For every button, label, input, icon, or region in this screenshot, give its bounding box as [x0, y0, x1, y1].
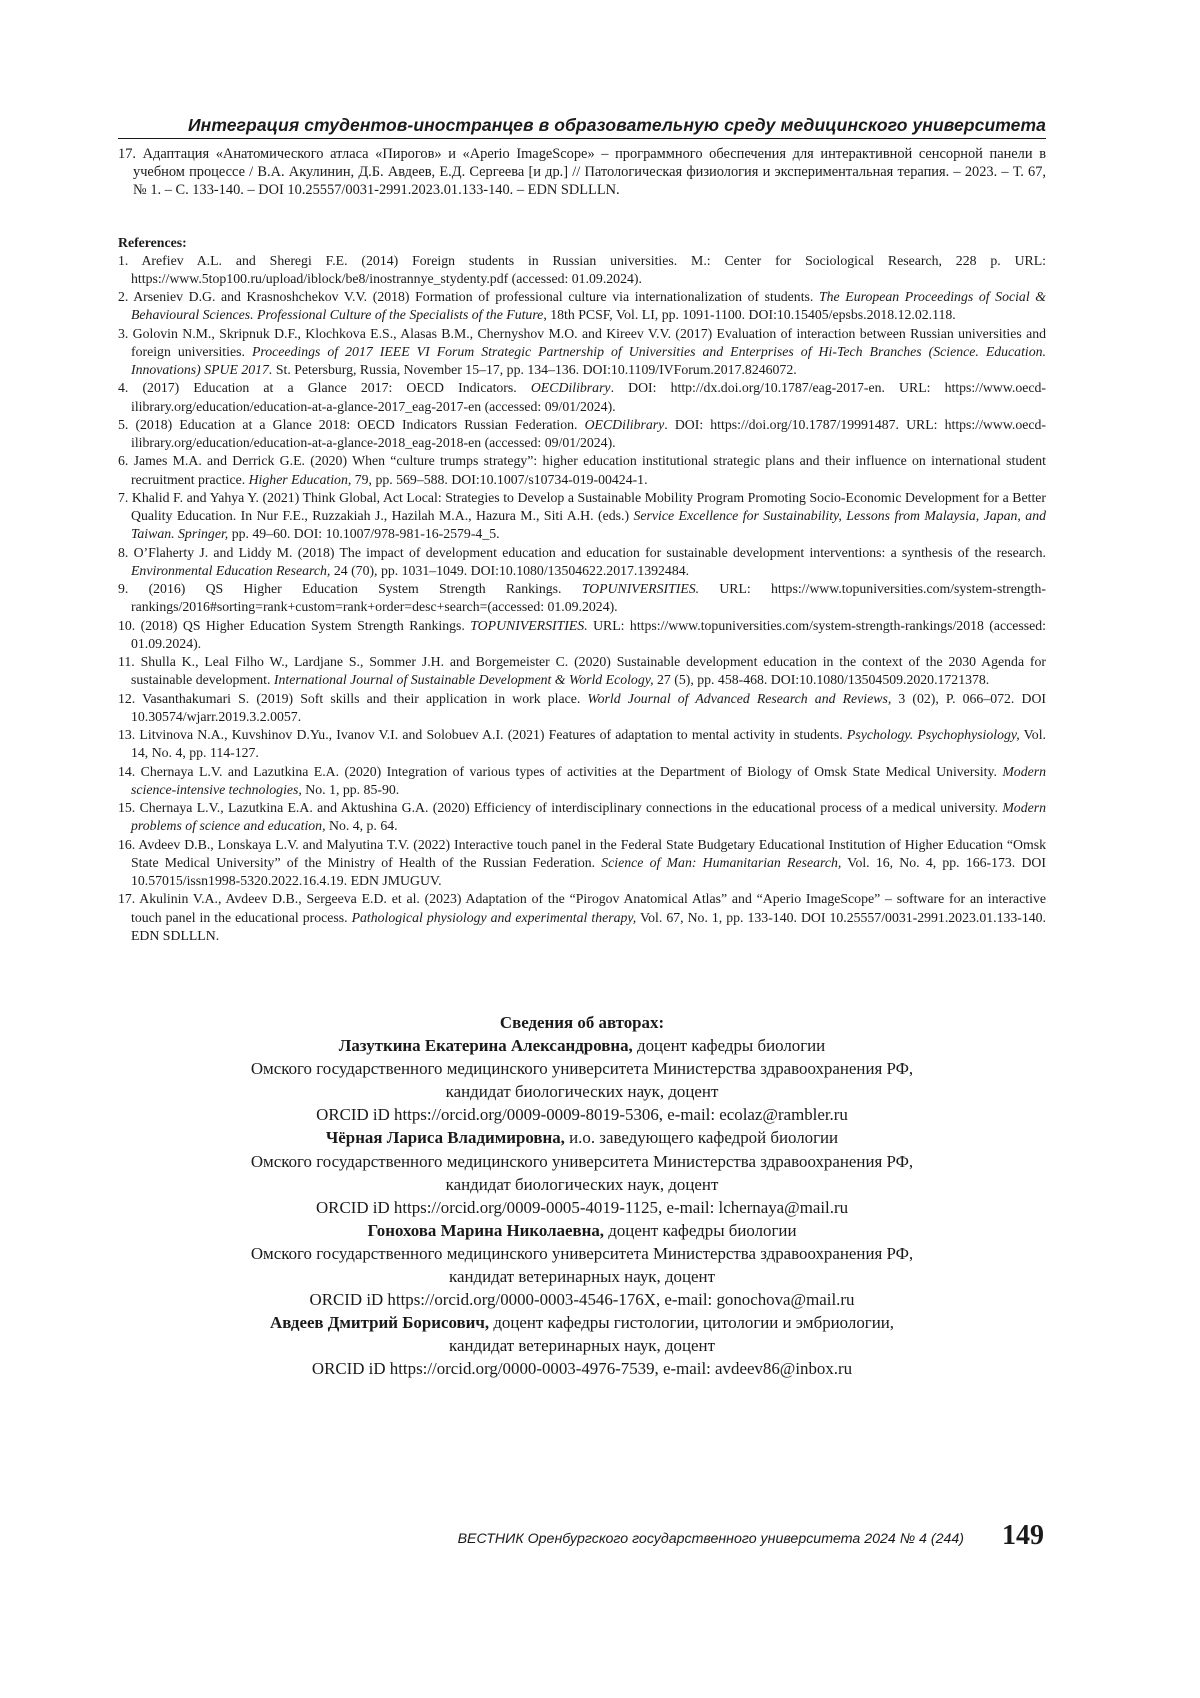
author-name: Гонохова Марина Николаевна,	[367, 1220, 605, 1240]
reference-details: , 18th PCSF, Vol. LI, pp. 1091-1100. DOI:10.15405/epsbs.2018.12.02.118.	[543, 307, 956, 323]
reference-source: The European Proceedings of Social & Behavioural Sciences. Professional Culture of the Specialists of the Future	[131, 289, 1046, 323]
reference-details: . DOI: http://dx.doi.org/10.1787/eag-2017-en. URL: https://www.oecd-ilibrary.org/education/education-at-a-glance-2017_eag-2017-en (accessed: 09/01/2024).	[131, 380, 1047, 414]
reference-details: pp. 49–60. DOI: 10.1007/978-981-16-2579-4_5.	[228, 526, 500, 542]
reference-source: Pathological physiology and experimental therapy,	[351, 909, 637, 925]
author-name-line	[118, 1311, 1046, 1334]
reference-text: 9. (2016) QS Higher Education System Strength Rankings.	[118, 581, 582, 597]
references-list	[118, 252, 1046, 946]
authors-heading: Сведения об авторах:	[499, 1013, 665, 1032]
author-position: доцент кафедры гистологии, цитологии и эмбриологии,	[489, 1313, 894, 1333]
reference-details: No. 4, p. 64.	[325, 818, 398, 834]
references-body	[118, 145, 1046, 945]
reference-details: . DOI: https://doi.org/10.1787/19991487. URL: https://www.oecd-ilibrary.org/education/education-at-a-glance-2018_eag-2018-en (accessed: 09/01/2024).	[131, 416, 1047, 451]
author-block	[118, 1311, 1046, 1380]
author-block	[118, 1219, 1046, 1311]
reference-text: 10. (2018) QS Higher Education System Strength Rankings.	[118, 617, 471, 633]
reference-item	[118, 836, 1046, 891]
reference-item	[118, 252, 1046, 289]
reference-text: 11. Shulla K., Leal Filho W., Lardjane S., Sommer J.H. and Borgemeister C. (2020) Sustainable development education in the context of the 2030 Agenda for sustainable development.	[118, 654, 1046, 688]
reference-item	[118, 379, 1046, 416]
reference-item	[118, 690, 1046, 727]
reference-text: 5. (2018) Education at a Glance 2018: OECD Indicators Russian Federation.	[118, 416, 585, 432]
reference-text: 16. Avdeev D.B., Lonskaya L.V. and Malyutina T.V. (2022) Interactive touch panel in the Federal State Budgetary Educational Institution of Higher Education “Omsk State Medical University” of the Ministry of Health of the Russian Federation.	[118, 836, 1046, 870]
running-header: Интеграция студентов-иностранцев в образовательную среду медицинского университета	[187, 115, 1046, 135]
header-rule	[118, 138, 1046, 139]
reference-details: 79, pp. 569–588. DOI:10.1007/s10734-019-00424-1.	[351, 471, 648, 487]
reference-source: Environmental Education Research,	[131, 562, 331, 578]
author-detail-line: кандидат биологических наук, доцент	[445, 1082, 719, 1102]
reference-details: St. Petersburg, Russia, November 15–17, pp. 134–136. DOI:10.1109/IVForum.2017.8246072.	[272, 362, 797, 378]
reference-source: International Journal of Sustainable Development & World Ecology,	[273, 672, 654, 688]
author-name: Авдеев Дмитрий Борисович,	[270, 1313, 490, 1333]
reference-details: 27 (5), pp. 458-468. DOI:10.1080/13504509.2020.1721378.	[653, 672, 990, 688]
reference-text: 4. (2017) Education at a Glance 2017: OECD Indicators.	[118, 380, 531, 396]
reference-text: 17. Akulinin V.A., Avdeev D.B., Sergeeva E.D. et al. (2023) Adaptation of the “Pirogov Anatomical Atlas” and “Aperio ImageScope” – software for an interactive touch panel in the educational process.	[118, 891, 1046, 925]
reference-item	[118, 452, 1046, 489]
author-block	[118, 1126, 1046, 1218]
reference-item	[118, 799, 1046, 836]
reference-item	[118, 489, 1046, 544]
reference-source: TOPUNIVERSITIES.	[470, 617, 588, 633]
reference-details: Vol. 16, No. 4, pp. 166-173. DOI 10.57015/issn1998-5320.2022.16.4.19. EDN JMUGUV.	[131, 854, 1046, 889]
author-block	[118, 1034, 1046, 1126]
ru-reference-17: 17. Адаптация «Анатомического атласа «Пирогов» и «Aperio ImageScope» – программного обеспечения для интерактивной сенсорной панели в учебном процессе / В.А. Акулинин, Д.Б. Авдеев, Е.Д. Сергеева [и др.] // Патологическая физиология и экспериментальная терапия. – 2023. – Т. 67, № 1. – С. 133-140. – DOI 10.25557/0031-2991.2023.01.133-140. – EDN SDLLLN.	[118, 146, 1046, 199]
reference-item	[118, 763, 1046, 800]
author-position: доцент кафедры биологии	[632, 1036, 826, 1056]
author-name: Чёрная Лариса Владимировна,	[325, 1128, 565, 1148]
reference-text: 1. Arefiev A.L. and Sheregi F.E. (2014) Foreign students in Russian universities. M.: Center for Sociological Research, 228 p. URL: https://www.5top100.ru/upload/iblock/be8/inostrannye_stydenty.pdf (accessed: 01.09.2024).	[118, 252, 1046, 286]
reference-source: TOPUNIVERSITIES.	[581, 581, 700, 597]
author-name: Лазуткина Екатерина Александровна,	[338, 1036, 633, 1056]
author-detail-line: Омского государственного медицинского университета Министерства здравоохранения РФ,	[250, 1151, 914, 1171]
reference-text: 14. Chernaya L.V. and Lazutkina E.A. (2020) Integration of various types of activities at the Department of Biology of Omsk State Medical University.	[118, 763, 1003, 779]
reference-item	[118, 325, 1046, 380]
reference-item	[118, 416, 1046, 453]
reference-text: 12. Vasanthakumari S. (2019) Soft skills and their application in work place.	[118, 690, 588, 706]
footer-journal-title: ВЕСТНИК Оренбургского государственного университета 2024 № 4 (244)	[457, 1531, 964, 1547]
authors-section	[118, 1011, 1046, 1381]
reference-details: Vol. 14, No. 4, pp. 114-127.	[131, 727, 1046, 761]
author-detail-line: ORCID iD https://orcid.org/0009-0005-4019-1125, e-mail: lchernaya@mail.ru	[315, 1197, 849, 1217]
page-number: 149	[1002, 1520, 1044, 1551]
reference-source: Modern science-intensive technologies,	[131, 763, 1046, 797]
reference-item	[118, 653, 1046, 690]
reference-text: 2. Arseniev D.G. and Krasnoshchekov V.V. (2018) Formation of professional culture via internationalization of students.	[118, 289, 819, 305]
reference-source: World Journal of Advanced Research and Reviews,	[587, 690, 892, 706]
author-detail-line: ORCID iD https://orcid.org/0009-0009-8019-5306, e-mail: ecolaz@rambler.ru	[316, 1105, 848, 1125]
author-detail-line: кандидат биологических наук, доцент	[445, 1174, 719, 1194]
reference-details: No. 1, pp. 85-90.	[301, 781, 400, 797]
reference-item	[118, 580, 1046, 617]
reference-item	[118, 544, 1046, 581]
reference-item	[118, 726, 1046, 763]
reference-details: URL: https://www.topuniversities.com/system-strength-rankings/2018 (accessed: 01.09.2024).	[131, 617, 1046, 651]
reference-source: Higher Education,	[248, 471, 352, 487]
reference-text: 3. Golovin N.M., Skripnuk D.F., Klochkova E.S., Alasas B.M., Chernyshov M.O. and Kireev V.V. (2017) Evaluation of interaction between Russian universities and foreign universities.	[118, 325, 1046, 359]
author-detail-line: кандидат ветеринарных наук, доцент	[449, 1267, 715, 1287]
author-position: и.о. заведующего кафедрой биологии	[564, 1128, 839, 1148]
author-position: доцент кафедры биологии	[604, 1220, 797, 1240]
authors-list	[118, 1034, 1046, 1380]
reference-source: OECDilibrary	[530, 380, 611, 396]
reference-item	[118, 890, 1046, 945]
page-footer	[118, 1518, 1046, 1558]
author-name-line	[118, 1219, 1046, 1242]
reference-item	[118, 288, 1046, 325]
reference-text: 7. Khalid F. and Yahya Y. (2021) Think Global, Act Local: Strategies to Develop a Sustainable Mobility Program Promoting Socio-Economic Development for a Better Quality Education. In Nur F.E., Ruzzakiah J., Hazilah M.A., Hazura M., Siti A.H. (eds.)	[118, 489, 1046, 524]
reference-source: Science of Man: Humanitarian Research,	[601, 854, 842, 870]
reference-details: URL: https://www.topuniversities.com/system-strength-rankings/2016#sorting=rank+custom=rank+order=desc+search=(accessed: 01.09.2024).	[131, 581, 1047, 615]
author-name-line	[118, 1126, 1046, 1149]
reference-source: Service Excellence for Sustainability, Lessons from Malaysia, Japan, and Taiwan. Springer,	[131, 508, 1046, 542]
reference-text: 6. James M.A. and Derrick G.E. (2020) When “culture trumps strategy”: higher education institutional strategic plans and their influence on international student recruitment practice.	[118, 453, 1046, 487]
reference-item	[118, 617, 1046, 654]
author-detail-line: кандидат ветеринарных наук, доцент	[449, 1336, 715, 1356]
author-detail-line: Омского государственного медицинского университета Министерства здравоохранения РФ,	[250, 1243, 914, 1263]
reference-details: 24 (70), pp. 1031–1049. DOI:10.1080/13504622.2017.1392484.	[330, 562, 690, 578]
author-detail-line: Омского государственного медицинского университета Министерства здравоохранения РФ,	[250, 1059, 914, 1079]
reference-text: 13. Litvinova N.A., Kuvshinov D.Yu., Ivanov V.I. and Solobuev A.I. (2021) Features of adaptation to mental activity in students.	[118, 727, 847, 743]
reference-source: Psychology. Psychophysiology,	[846, 727, 1020, 743]
author-name-line	[118, 1034, 1046, 1057]
author-detail-line: ORCID iD https://orcid.org/0000-0003-4976-7539, e-mail: avdeev86@inbox.ru	[311, 1359, 853, 1379]
reference-text: 8. O’Flaherty J. and Liddy M. (2018) The impact of development education and education for sustainable development interventions: a synthesis of the research.	[118, 544, 1046, 560]
reference-details: Vol. 67, No. 1, pp. 133-140. DOI 10.25557/0031-2991.2023.01.133-140. EDN SDLLLN.	[131, 909, 1046, 943]
reference-details: 3 (02), P. 066–072. DOI 10.30574/wjarr.2019.3.2.0057.	[131, 690, 1047, 724]
references-heading: References:	[118, 234, 187, 250]
reference-source: OECDilibrary	[584, 416, 665, 432]
reference-source: Modern problems of science and education,	[131, 800, 1046, 834]
author-detail-line: ORCID iD https://orcid.org/0000-0003-4546-176X, e-mail: gonochova@mail.ru	[309, 1290, 855, 1310]
reference-text: 15. Chernaya L.V., Lazutkina E.A. and Aktushina G.A. (2020) Efficiency of interdisciplinary connections in the educational process of a medical university.	[118, 800, 1003, 816]
reference-source: Proceedings of 2017 IEEE VI Forum Strategic Partnership of Universities and Enterprises of Hi-Tech Branches (Science. Education. Innovations) SPUE 2017.	[131, 343, 1046, 378]
